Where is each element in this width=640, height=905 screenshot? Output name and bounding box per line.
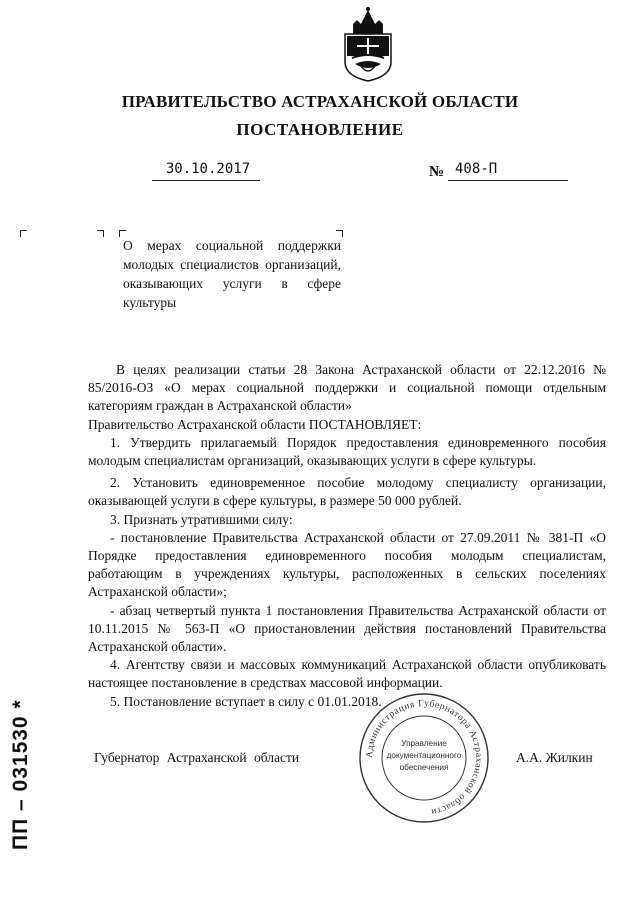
resolves-line: Правительство Астраханской области ПОСТАНОВЛЯЕТ:: [88, 416, 422, 432]
document-date: 30.10.2017: [165, 161, 251, 177]
item-3-paragraph: 3. Признать утратившими силу:: [110, 511, 293, 527]
signatory-position: Губернатор Астраханской области: [94, 750, 300, 765]
item-5-paragraph: 5. Постановление вступает в силу с 01.01.2018.: [110, 693, 382, 709]
document-body: [88, 361, 606, 711]
item-4-paragraph: 4. Агентству связи и массовых коммуникаций Астраханской области опубликовать настоящее постановление в средствах массовой информации.: [88, 657, 606, 691]
government-title: ПРАВИТЕЛЬСТВО АСТРАХАНСКОЙ ОБЛАСТИ: [121, 92, 519, 111]
signatory-name: А.А. Жилкин: [516, 750, 593, 765]
serial-number-text: ПП – 031530 *: [9, 699, 32, 850]
preamble-paragraph: В целях реализации статьи 28 Закона Астраханской области от 22.12.2016 № 85/2016-ОЗ «О мерах социальной поддержки и социальной помощи отдельным категориям граждан в Астраханской области»: [88, 362, 606, 414]
margin-corner-mark: [20, 230, 27, 237]
document-subject: О мерах социальной поддержки молодых специалистов организаций, оказывающих услуги в сфере культуры: [123, 238, 341, 310]
item-3b-paragraph: - абзац четвертый пункта 1 постановления Правительства Астраханской области от 10.11.2015 № 563-П «О приостановлении действия постановлений Правительства Астраханской области».: [88, 602, 606, 655]
document-type-title: ПОСТАНОВЛЕНИЕ: [236, 120, 404, 139]
stamp-center-line-1: Управление: [401, 739, 447, 748]
coat-of-arms-emblem: [343, 6, 393, 82]
margin-corner-mark: [97, 230, 104, 237]
stamp-center-line-2: документационного: [386, 751, 462, 760]
number-underline: [448, 180, 568, 181]
stamp-center-line-3: обеспечения: [399, 763, 449, 772]
document-number: 408-П: [455, 161, 498, 177]
serial-number-vertical: [4, 700, 38, 850]
item-1-paragraph: 1. Утвердить прилагаемый Порядок предоставления единовременного пособия молодым специалистам организаций, оказывающих услуги в сфере культуры.: [88, 434, 606, 469]
stamp-ring-text: Администрация Губернатора Астраханской области: [364, 698, 484, 817]
item-2-paragraph: 2. Установить единовременное пособие молодому специалисту организации, оказывающей услуги в сфере культуры, в размере 50 000 рублей.: [88, 475, 606, 509]
item-3a-paragraph: - постановление Правительства Астраханской области от 27.09.2011 № 381-П «О Порядке предоставления единовременного пособия молодым специалистам, работающим в учреждениях культуры, расположенных в сельских поселениях Астраханской области»;: [88, 529, 606, 600]
date-underline: [152, 180, 260, 181]
official-stamp: [356, 690, 492, 826]
number-sign: №: [429, 164, 445, 180]
